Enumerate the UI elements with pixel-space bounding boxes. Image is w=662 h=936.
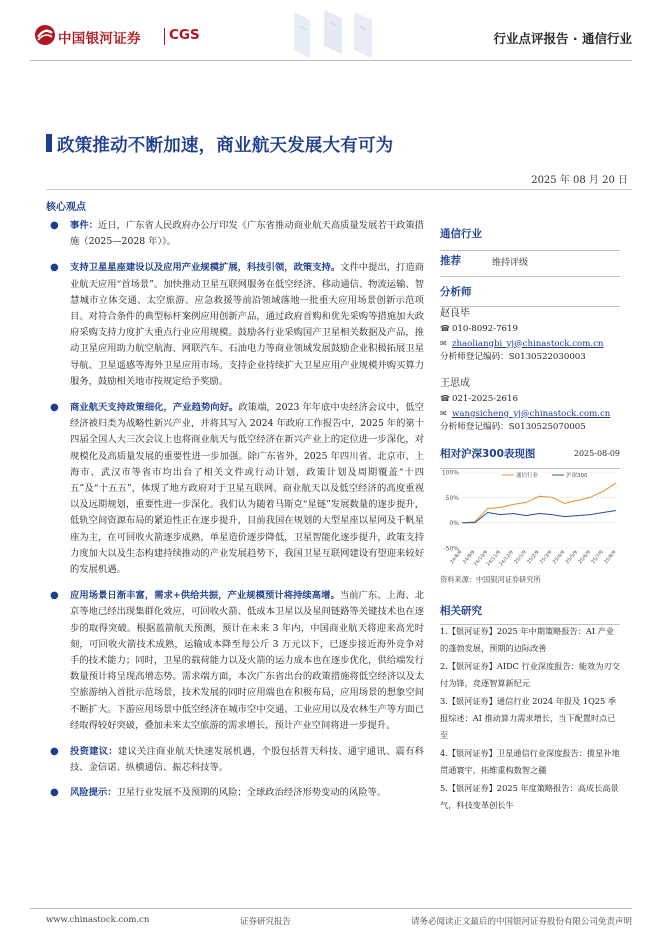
- core-views-list: [46, 218, 424, 809]
- chart-x-tick-label: 25/8/9: [603, 550, 618, 566]
- chart-y-tick-label: 100%: [441, 469, 459, 477]
- chart-x-tick-label: 24/9/9: [462, 550, 477, 566]
- email-icon: ✉: [440, 408, 447, 418]
- chart-y-tick-label: -50%: [443, 545, 459, 553]
- bullet-policy-refinement: [46, 400, 424, 578]
- chart-y-ticks: [442, 470, 459, 553]
- phone-icon: ☎: [440, 394, 450, 403]
- header-divider: [30, 60, 632, 61]
- sidebar-industry: 通信行业: [440, 228, 482, 240]
- chart-x-tick-label: 25/5/9: [565, 550, 580, 566]
- chart-heading: 相对沪深300表现图: [440, 448, 536, 460]
- footer-disclaimer: 请务必阅读正文最后的中国银河证券股份有限公司免责声明: [410, 917, 632, 927]
- analyst-phone: 021-2025-2616: [452, 394, 518, 404]
- chart-x-ticks: [449, 549, 618, 567]
- sidebar-divider: [440, 250, 620, 251]
- chart-x-tick-label: 24/11/9: [486, 550, 503, 568]
- bullet-dot-icon: ●: [50, 746, 59, 758]
- bullet-text: 卫星行业发展不及预期的风险；全球政治经济形势变动的风险等。: [116, 786, 387, 798]
- relative-performance-chart: [440, 466, 620, 574]
- chart-y-tick-label: 0%: [449, 520, 459, 528]
- chart-series-line: [462, 511, 616, 523]
- report-title: 政策推动不断加速，商业航天发展大有可为: [57, 136, 394, 156]
- footer-doc-type: 证券研究报告: [240, 917, 292, 927]
- logo-divider: [164, 28, 165, 45]
- analyst-email-link[interactable]: zhaoliangbi_yj@chinastock.com.cn: [452, 338, 604, 349]
- chart-legend-label: 沪深300: [566, 473, 588, 479]
- analyst-card: [440, 306, 620, 365]
- chart-date: 2025-08-09: [573, 449, 620, 458]
- analyst-registration: 分析师登记编码：S0130522030003: [440, 352, 586, 362]
- bullet-dot-icon: ●: [50, 220, 59, 231]
- title-divider: [46, 189, 632, 190]
- bullet-risk-warning: [46, 785, 424, 801]
- analyst-registration: 分析师登记编码：S0130525070005: [440, 422, 586, 432]
- chart-x-tick-label: 25/4/9: [552, 550, 567, 566]
- chart-y-tick-label: 50%: [445, 494, 459, 502]
- logo-text-en: CGS: [169, 27, 200, 43]
- related-research-heading: 相关研究: [440, 605, 482, 617]
- related-research-item[interactable]: 4.【银河证券】卫星通信行业深度报告：揽星补地贯通寰宇，拓维重构数智之疆: [440, 748, 620, 775]
- chart-x-tick-label: 25/3/9: [539, 550, 554, 566]
- chart-x-tick-label: 25/1/9: [513, 550, 528, 566]
- rating-value: 维持评级: [492, 258, 529, 268]
- related-research-item[interactable]: 3.【银河证券】通信行业 2024 年报及 1Q25 季报综述：AI 推动算力需求增长，当下配置时点已至: [440, 696, 617, 740]
- bullet-event: [46, 218, 424, 250]
- chart-gridlines: [462, 472, 616, 548]
- bullet-dot-icon: ●: [50, 402, 59, 414]
- report-date: 2025 年 08 月 20 日: [531, 175, 628, 186]
- chart-series-line: [462, 483, 616, 523]
- bullet-dot-icon: ●: [50, 262, 59, 274]
- report-category: 行业点评报告 · 通信行业: [493, 31, 632, 46]
- bullet-text: 近日，广东省人民政府办公厅印发《广东省推动商业航天高质量发展若干政策措施（2025—2028 年）》。: [70, 220, 424, 248]
- analyst-heading: 分析师: [440, 286, 472, 298]
- rating-label: 推荐: [440, 255, 461, 267]
- chart-x-tick-label: 25/7/9: [590, 550, 605, 566]
- related-research-list: [440, 623, 622, 816]
- bullet-lead: 商业航天支持政策细化，产业趋势向好。: [70, 402, 239, 414]
- bullet-lead: 应用场景日渐丰富，需求+供给共振，产业规模预计将持续高增。: [70, 590, 340, 602]
- logo-text-cn: 中国银河证券: [58, 31, 141, 47]
- header-decoration-graphic: [288, 6, 388, 60]
- analyst-name: 赵良毕: [440, 308, 470, 319]
- bullet-text: 文件中提出，打造商业航天应用“首场景”。加快推动卫星互联网服务在低空经济、移动通信、物流运输、智慧城市立体交通、太空旅游、应急救援等前沿领域落地一批重大应用场景创新示范项目。对符合条件的典型标杆案例应用创新产品，通过政府首购和优先采购等措施加大政府采购支持力度扩大重点行业应用规模。鼓励各行业采购国产卫星相关数据及产品，推动卫星应用助力航空航海、网联汽车、石油电力等商业领域发展鼓励企业积极拓展卫星导航、卫星遥感等海外卫星应用市场。支持企业持续扩大卫星应用产业规模并购买算力服务，鼓励相关地市按规定给予奖励。: [70, 262, 424, 387]
- sidebar-divider: [440, 276, 620, 277]
- bullet-text: 建议关注商业航天快速发展机遇，个股包括普天科技、通宇通讯、震有科技、金信诺、纵横通信、振芯科技等。: [70, 746, 424, 774]
- title-accent-bar: [46, 134, 52, 152]
- bullet-constellation-support: [46, 260, 424, 390]
- bullet-lead: 事件：: [70, 220, 98, 231]
- chart-legend-label: 通信行业: [516, 473, 539, 479]
- analyst-name: 王思成: [440, 378, 470, 389]
- bullet-lead: 支持卫星星座建设以及应用产业规模扩展，科技引领，政策支持。: [70, 262, 341, 274]
- bullet-investment-advice: [46, 744, 424, 776]
- cgs-logo-icon: [34, 24, 56, 46]
- chart-x-tick-label: 25/2/9: [526, 550, 541, 566]
- bullet-text: 政策端，2023 年年底中央经济会议中，低空经济被归类为战略性新兴产业，并将其写入 2024 年政府工作报告中，2025 年的第十四届全国人大三次会议上也将商业航天与低空经济在新兴产业上的定位进一步深化，对规模化及高质量发展的重要性进一步加强。除广东省外，2025 年四川省、北京市、上海市、武汉市等省市均出台了相关文件或行动计划，政策计划及周期覆盖“十四五”及“十五五”，体现了地方政府对于卫星互联网、商业航天以及低空经济的高度重视以及远期规划，重要性进一步深化。我们认为随着马斯克“星链”发展数量的逐步提升，低轨空间资源布局的紧迫性正在逐步提升，目前我国在规划的大型星座以星网及千帆星座为主，在可回收火箭逐步成熟，单星造价逐步降低，卫星智能化逐步提升，政策支持力度加大以及生态构建持续推动的产业发展趋势下，我国卫星互联网建设有望迎来较好的发展机遇。: [70, 402, 424, 576]
- chart-x-tick-label: 24/10/9: [473, 550, 490, 568]
- related-research-item[interactable]: 1.【银河证券】2025 年中期策略报告：AI 产业的蓬勃发展，预期的边际改善: [440, 626, 615, 653]
- bullet-lead: 风险提示：: [70, 786, 117, 798]
- chart-x-tick-label: 24/12/9: [499, 550, 515, 568]
- footer-divider: [30, 908, 632, 909]
- footer-url-link[interactable]: www.chinastock.com.cn: [46, 915, 150, 925]
- bullet-application-scenarios: [46, 588, 424, 734]
- bullet-dot-icon: ●: [50, 590, 59, 602]
- email-icon: ✉: [440, 338, 447, 348]
- bullet-dot-icon: ●: [50, 786, 59, 798]
- chart-series-lines: [462, 483, 616, 523]
- core-views-heading: 核心观点: [46, 202, 86, 213]
- related-research-item[interactable]: 2.【银河证券】AIDC 行业深度报告：能效为刃交付为锋，竞逐智算新纪元: [440, 661, 620, 688]
- analyst-card: [440, 376, 620, 435]
- page-header: [0, 0, 662, 62]
- chart-x-tick-label: 25/6/9: [578, 550, 592, 566]
- phone-icon: ☎: [440, 324, 450, 333]
- bullet-lead: 投资建议：: [70, 746, 118, 758]
- chart-x-tick-label: 24/8/9: [449, 550, 464, 566]
- related-research-item[interactable]: 5.【银河证券】2025 年度策略报告：高成长高景气，科技变革创长牛: [440, 783, 619, 810]
- analyst-email-link[interactable]: wangsicheng_yj@chinastock.com.cn: [452, 408, 611, 419]
- bullet-text: 当前广东、上海、北京等地已经出现集群化效应，可回收火箭、低成本卫星以及星间链路等关键技术也在逐步的取得突破。根据蓝箭航天预测，预计在未来 3 年内，中国商业航天将迎来高光时刻，可回收火箭技术成熟，运输成本降至每公斤 3 万元以下，已逐步接近海外竞争对手的技术能力；同时，卫星的载荷能力以及火箭的运力成本也在逐步优化，供给端发行数量预计将呈现高增态势。需求端方面，本次广东省出台的政策措施将低空经济以及太空旅游纳入首批示范场景，技术发展的同时应用端也在积极布局，应用场景的想象空间不断扩大。下游应用场景中低空经济在城市空中交通、工业应用以及农林生产等方面已经取得较好突破，叠加未来太空旅游的需求增长，预计产业空间将进一步提升。: [70, 590, 424, 731]
- chart-source: 资料来源：中国银河证券研究所: [440, 575, 541, 584]
- analyst-phone: 010-8092-7619: [452, 324, 518, 334]
